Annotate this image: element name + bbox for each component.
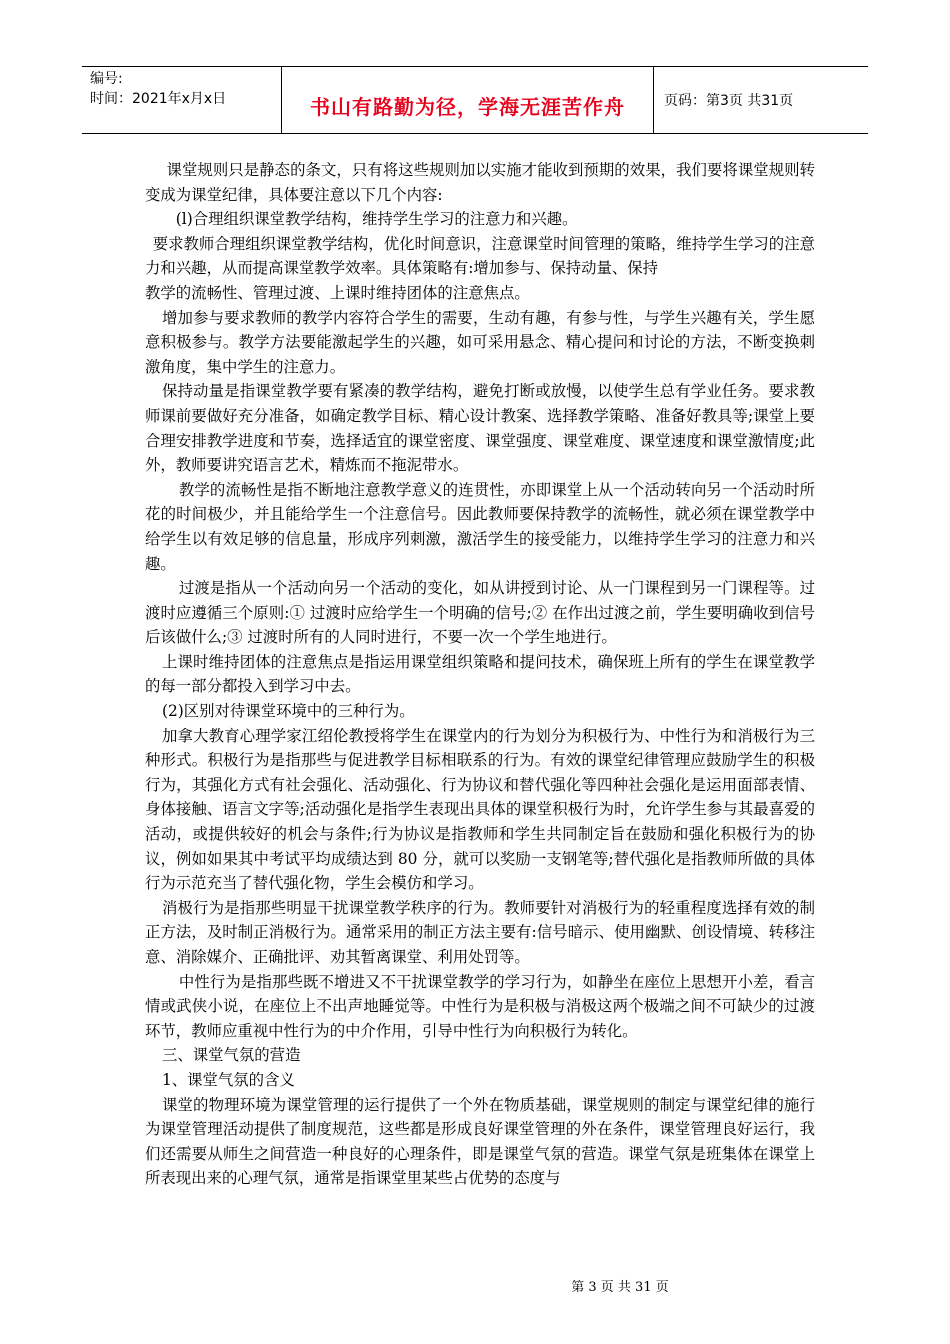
paragraph: 过渡是指从一个活动向另一个活动的变化，如从讲授到讨论、从一门课程到另一门课程等。过渡时应遵循三个原则:① 过渡时应给学生一个明确的信号;② 在作出过渡之前，学生要明确收到信号后该做什么;③ 过渡时所有的人同时进行，不要一次一个学生地进行。 <box>145 579 815 647</box>
paragraph: 课堂的物理环境为课堂管理的运行提供了一个外在物质基础，课堂规则的制定与课堂纪律的施行为课堂管理活动提供了制度规范，这些都是形成良好课堂管理的外在条件，课堂管理良好运行，我们还需要从师生之间营造一种良好的心理条件，即是课堂气氛的营造。课堂气氛是班集体在课堂上所表现出来的心理气氛，通常是指课堂里某些占优势的态度与 <box>145 1095 815 1188</box>
header-meta <box>82 67 282 133</box>
subsection-heading: 1、课堂气氛的含义 <box>161 1070 295 1089</box>
paragraph: 加拿大教育心理学家江绍伦教授将学生在课堂内的行为划分为积极行为、中性行为和消极行为三种形式。积极行为是指那些与促进教学目标相联系的行为。有效的课堂纪律管理应鼓励学生的积极行为，其强化方式有社会强化、活动强化、行为协议和替代强化等四种社会强化是运用面部表情、身体接触、语言文字等;活动强化是指学生表现出具体的课堂积极行为时，允许学生参与其最喜爱的活动，或提供较好的机会与条件;行为协议是指教师和学生共同制定旨在鼓励和强化积极行为的协议，例如如果其中考试平均成绩达到 80 分，就可以奖励一支钢笔等;替代强化是指教师所做的具体行为示范充当了替代强化物，学生会模仿和学习。 <box>145 726 815 893</box>
document-body <box>145 158 815 1191</box>
paragraph: 保持动量是指课堂教学要有紧凑的教学结构，避免打断或放慢，以使学生总有学业任务。要求教师课前要做好充分准备，如确定教学目标、精心设计教案、选择教学策略、准备好教具等;课堂上要合理安排教学进度和节奏，选择适宜的课堂密度、课堂强度、课堂难度、课堂速度和课堂激情度;此外，教师要讲究语言艺术，精炼而不拖泥带水。 <box>145 382 815 475</box>
page-footer <box>0 1276 950 1295</box>
paragraph: 课堂规则只是静态的条文，只有将这些规则加以实施才能收到预期的效果，我们要将课堂规则转变成为课堂纪律，具体要注意以下几个内容: <box>145 161 815 204</box>
paragraph: 消极行为是指那些明显干扰课堂教学秩序的行为。教师要针对消极行为的轻重程度选择有效的制正方法，及时制正消极行为。通常采用的制正方法主要有:信号暗示、使用幽默、创设情境、转移注意、消除媒介、正确批评、劝其暂离课堂、利用处罚等。 <box>145 898 815 966</box>
paragraph: 中性行为是指那些既不增进又不干扰课堂教学的学习行为，如静坐在座位上思想开小差，看言情或武侠小说，在座位上不出声地睡觉等。中性行为是积极与消极这两个极端之间不可缺少的过渡环节，教师应重视中性行为的中介作用，引导中性行为向积极行为转化。 <box>145 972 815 1040</box>
page-code: 页码：第3页 共31页 <box>664 93 794 109</box>
document-header <box>82 66 868 134</box>
serial-label: 编号: <box>90 71 123 87</box>
paragraph: 上课时维持团体的注意焦点是指运用课堂组织策略和提问技术，确保班上所有的学生在课堂教学的每一部分都投入到学习中去。 <box>145 652 815 696</box>
slogan: 书山有路勤为径，学海无涯苦作舟 <box>310 94 625 119</box>
paragraph: 要求教师合理组织课堂教学结构，优化时间意识，注意课堂时间管理的策略，维持学生学习的注意力和兴趣，从而提高课堂教学效率。具体策略有:增加参与、保持动量、保持 <box>145 234 815 278</box>
date-label: 时间：2021年x月x日 <box>90 91 227 107</box>
paragraph: 教学的流畅性、管理过渡、上课时维持团体的注意焦点。 <box>145 283 530 302</box>
paragraph: 增加参与要求教师的教学内容符合学生的需要，生动有趣，有参与性，与学生兴趣有关，学生愿意积极参与。教学方法要能激起学生的兴趣，如可采用悬念、精心提问和讨论的方法，不断变换刺激角度，集中学生的注意力。 <box>145 308 815 376</box>
paragraph: (2)区别对待课堂环境中的三种行为。 <box>161 702 415 721</box>
header-slogan-cell <box>282 67 654 133</box>
header-page-code <box>654 67 868 133</box>
section-heading: 三、课堂气氛的营造 <box>161 1046 301 1065</box>
paragraph: (l)合理组织课堂教学结构，维持学生学习的注意力和兴趣。 <box>175 210 578 229</box>
footer-page-number: 第 3 页 共 31 页 <box>571 1280 669 1295</box>
paragraph: 教学的流畅性是指不断地注意教学意义的连贯性，亦即课堂上从一个活动转向另一个活动时所花的时间极少，并且能给学生一个注意信号。因此教师要保持教学的流畅性，就必须在课堂教学中给学生以有效足够的信息量，形成序列刺激，激活学生的接受能力，以维持学生学习的注意力和兴趣。 <box>145 480 815 573</box>
